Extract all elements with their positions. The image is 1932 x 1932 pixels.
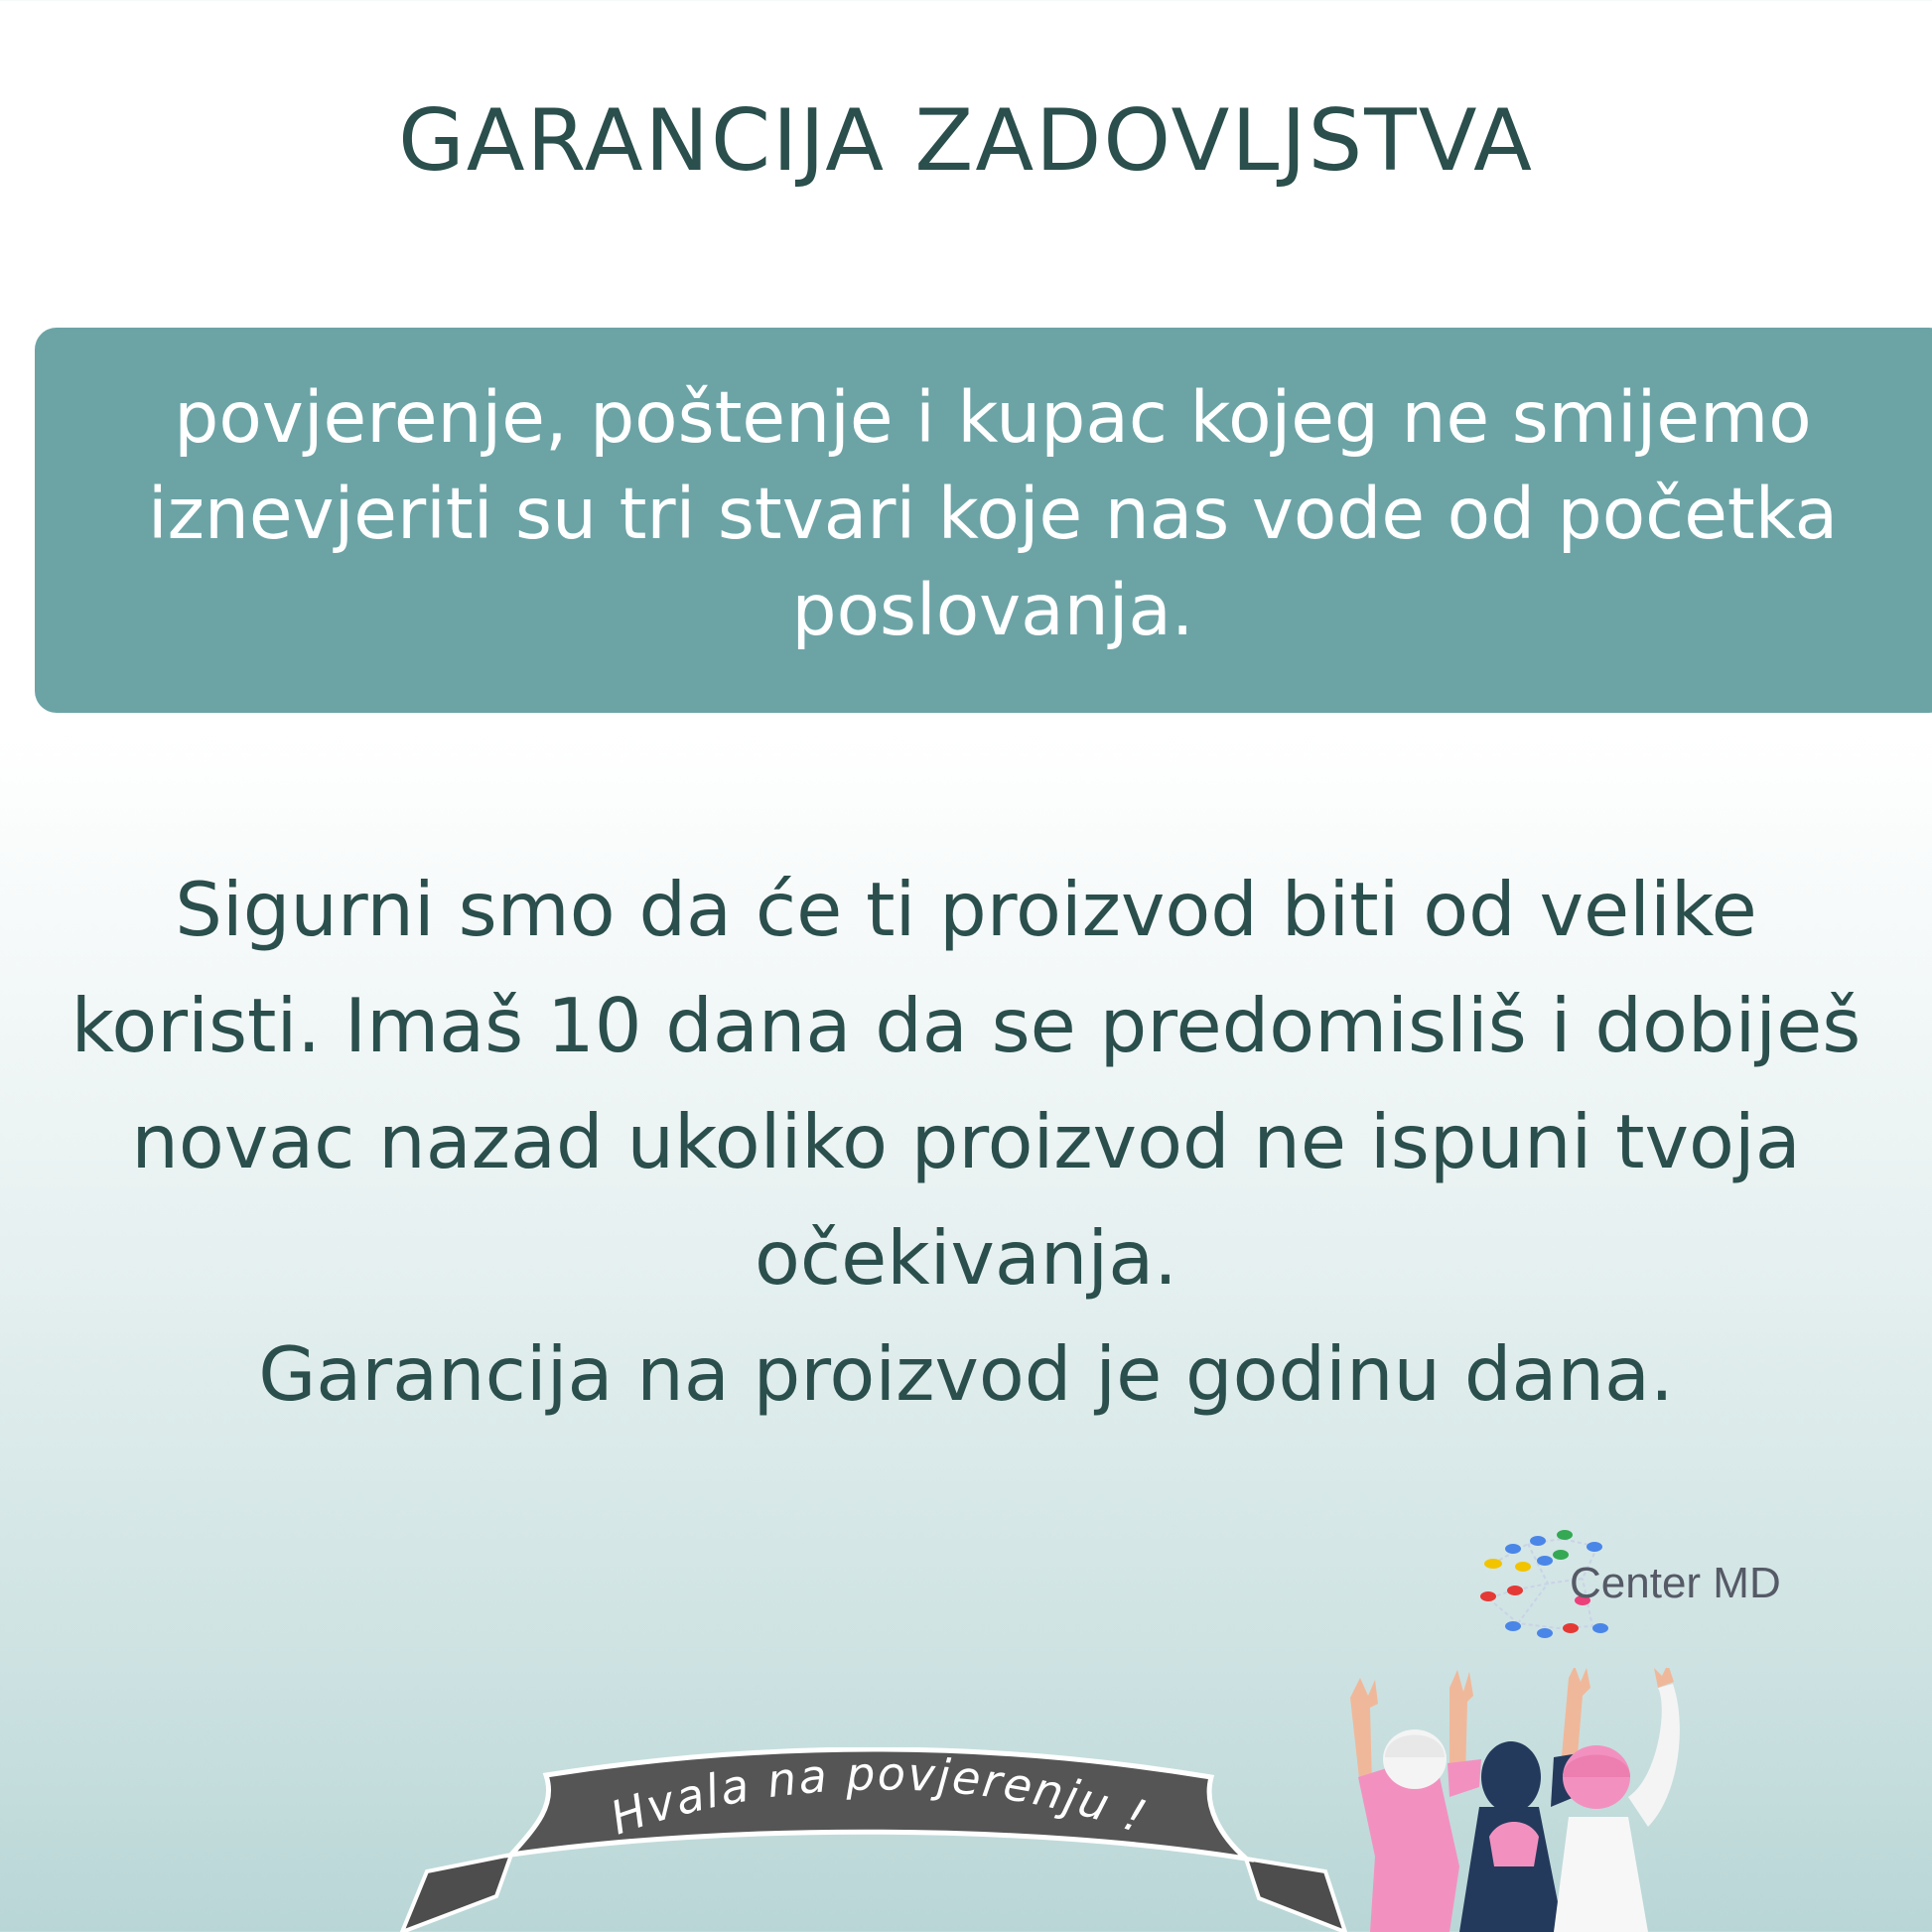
guarantee-paragraph: Sigurni smo da će ti proizvod biti od velike koristi. Imaš 10 dana da se predomisliš i dobiješ novac nazad ukoliko proizvod ne ispuni tvoja očekivanja. xyxy=(70,866,1862,1302)
values-banner xyxy=(35,328,1932,713)
cheering-people-illustration xyxy=(1330,1668,1727,1932)
company-logo xyxy=(1473,1519,1870,1658)
values-banner-text: povjerenje, poštenje i kupac kojeg ne smijemo iznevjeriti su tri stvari koje nas vode od početka poslovanja. xyxy=(147,376,1839,651)
logo-name: Center MD xyxy=(1570,1559,1781,1607)
warranty-line: Garancija na proizvod je godinu dana. xyxy=(258,1330,1674,1418)
thank-you-ribbon xyxy=(397,1747,1350,1932)
ribbon-text: Hvala na povjerenju ! xyxy=(604,1747,1155,1846)
page-title: GARANCIJA ZADOVLJSTVA xyxy=(398,91,1534,191)
guarantee-text xyxy=(40,852,1892,1433)
